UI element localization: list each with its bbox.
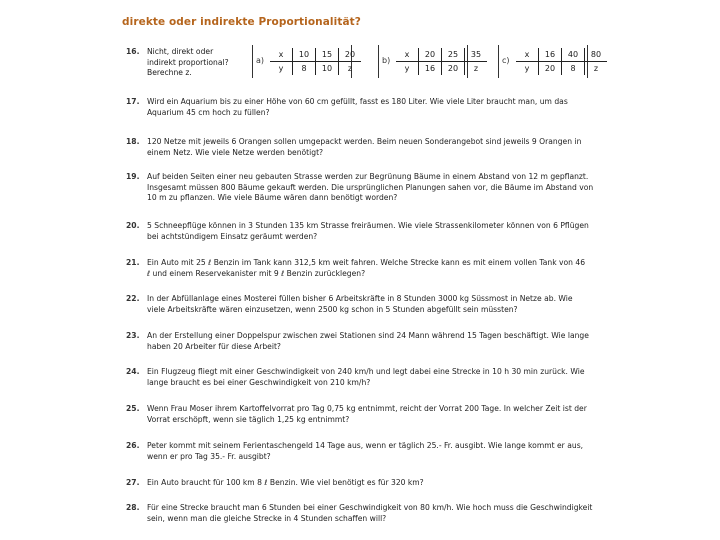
table-cell: 8 — [293, 62, 316, 76]
problem-number: 21. — [126, 258, 140, 267]
problem-number: 25. — [126, 404, 140, 413]
table-label: c) — [502, 56, 510, 65]
table-cell: 20 — [419, 48, 442, 62]
problem-text: Wird ein Aquarium bis zu einer Höhe von 60 cm gefüllt, fasst es 180 Liter. Wie viele Liter braucht man, um das Aquarium 45 cm hoch zu füllen? — [147, 97, 568, 117]
problem-text: Peter kommt mit seinem Ferientaschengeld 14 Tage aus, wenn er täglich 25.- Fr. ausgibt. Wie lange kommt er aus, wenn er pro Tag 35.- Fr. ausgibt? — [147, 441, 584, 461]
table-cell: 8 — [562, 62, 585, 76]
table-cell: y — [396, 62, 419, 76]
problem-number: 24. — [126, 367, 140, 376]
problem-text: Ein Auto mit 25 ℓ Benzin im Tank kann 312,5 km weit fahren. Welche Strecke kann es mit einem vollen Tank von 46 ℓ und einem Reservekanister mit 9 ℓ Benzin zurücklegen? — [147, 258, 586, 278]
problem-text: 120 Netze mit jeweils 6 Orangen sollen umgepackt werden. Beim neuen Sonderangebot sind jeweils 9 Orangen in einem Netz. Wie viele Netze werden benötigt? — [147, 137, 582, 157]
problem-number: 22. — [126, 294, 140, 303]
table-cell: 15 — [316, 48, 339, 62]
problem-number: 19. — [126, 172, 140, 181]
problem-text: Ein Flugzeug fliegt mit einer Geschwindigkeit von 240 km/h und legt dabei eine Strecke in 10 h 30 min zurück. Wie lange braucht es bei einer Geschwindigkeit von 210 km/h? — [147, 367, 585, 387]
problem-number: 23. — [126, 331, 140, 340]
table-cell: 80 — [585, 48, 608, 62]
table-cell: 20 — [539, 62, 562, 76]
table-cell: 16 — [539, 48, 562, 62]
problem-text: 5 Schneepflüge können in 3 Stunden 135 km Strasse freiräumen. Wie viele Strassenkilometer können von 6 Pflügen bei achtstündigem Einsatz geräumt werden? — [147, 221, 589, 241]
problem-number: 18. — [126, 137, 140, 146]
problem-text: Auf beiden Seiten einer neu gebauten Strasse werden zur Begrünung Bäume in einem Abstand von 12 m gepflanzt. Insgesamt müssen 800 Bäume gekauft werden. Die ursprünglichen Planungen sahen vor, die Bäume im Abstand von 10 m zu pflanzen. Wie viele Bäume wären dann benötigt worden? — [147, 172, 594, 202]
table-cell: x — [516, 48, 539, 62]
table-cell: 35 — [465, 48, 488, 62]
table-cell: y — [516, 62, 539, 76]
table-label: b) — [382, 56, 391, 65]
table-cell: 20 — [442, 62, 465, 76]
table-cell: x — [396, 48, 419, 62]
problem-number: 28. — [126, 503, 140, 512]
table-label: a) — [256, 56, 265, 65]
problem-text: Für eine Strecke braucht man 6 Stunden bei einer Geschwindigkeit von 80 km/h. Wie hoch muss die Geschwindigkeit sein, wenn man die gleiche Strecke in 4 Stunden schaffen will? — [147, 503, 593, 523]
table-cell: 10 — [316, 62, 339, 76]
table-cell: x — [270, 48, 293, 62]
problem-number: 16. — [126, 47, 140, 56]
problem-text: Nicht, direkt oder indirekt proportional? Berechne z. — [147, 47, 229, 77]
problem-number: 20. — [126, 221, 140, 230]
table-cell: z — [593, 63, 599, 73]
problem-text: Ein Auto braucht für 100 km 8 ℓ Benzin. Wie viel benötigt es für 320 km? — [147, 478, 424, 487]
problem-text: An der Erstellung einer Doppelspur zwischen zwei Stationen sind 24 Mann während 15 Tagen beschäftigt. Wie lange haben 20 Arbeiter für diese Arbeit? — [147, 331, 589, 351]
table-cell: z — [347, 63, 353, 73]
problem-text: Wenn Frau Moser ihrem Kartoffelvorrat pro Tag 0,75 kg entnimmt, reicht der Vorrat 200 Tage. In welcher Zeit ist der Vorrat erschöpft, wenn sie täglich 1,25 kg entnimmt? — [147, 404, 587, 424]
table-cell: 10 — [293, 48, 316, 62]
table-cell: 16 — [419, 62, 442, 76]
table-cell: y — [270, 62, 293, 76]
worksheet-title: direkte oder indirekte Proportionalität? — [122, 16, 361, 28]
table-cell: z — [473, 63, 479, 73]
table-cell: 40 — [562, 48, 585, 62]
problem-text: In der Abfüllanlage eines Mosterei füllen bisher 6 Arbeitskräfte in 8 Stunden 3000 kg Süssmost in Netze ab. Wie viele Arbeitskräfte wären einzusetzen, wenn 2500 kg schon in 5 Stunden abgefüllt sein müssten? — [147, 294, 573, 314]
problem-number: 27. — [126, 478, 140, 487]
problem-number: 26. — [126, 441, 140, 450]
problem-number: 17. — [126, 97, 140, 106]
table-cell: 25 — [442, 48, 465, 62]
table-cell: 20 — [339, 48, 362, 62]
